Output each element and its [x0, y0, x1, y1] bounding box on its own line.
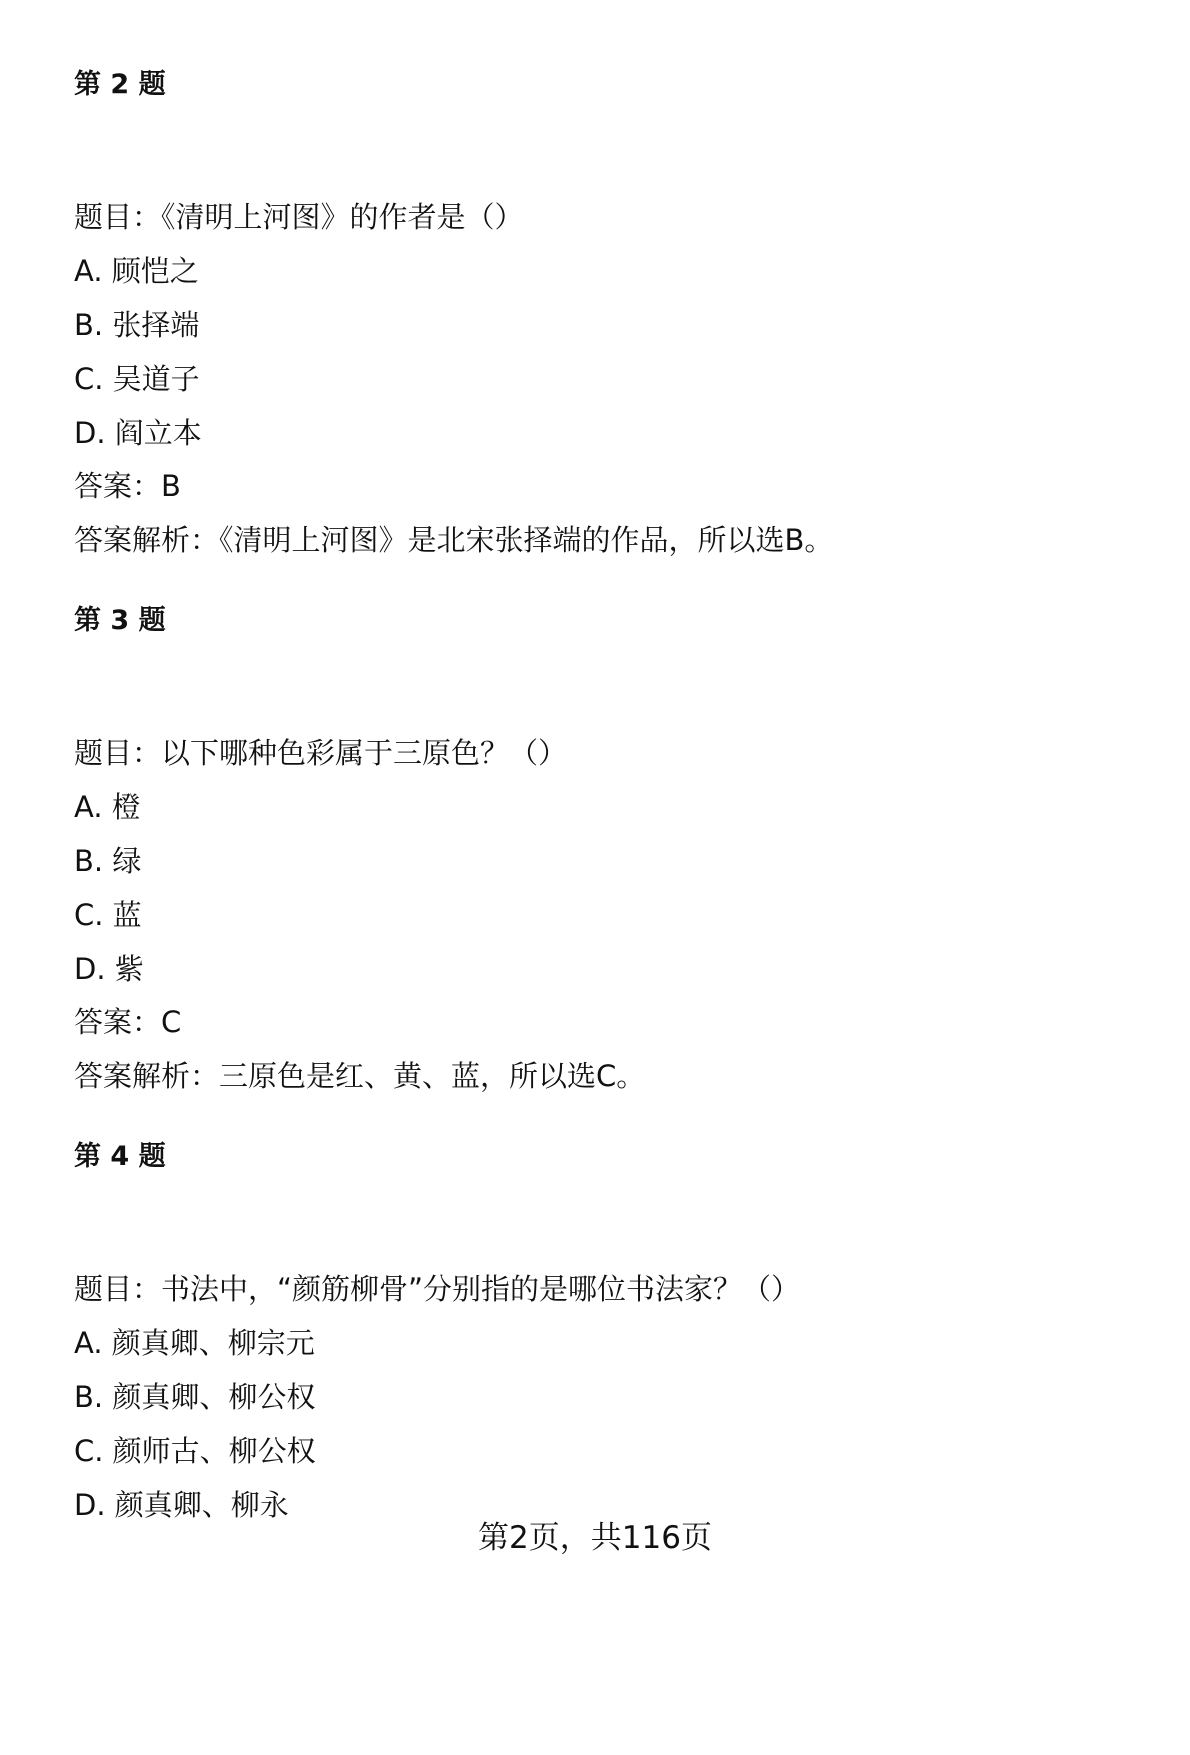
question-3-answer: 答案：C [74, 1005, 182, 1039]
question-2-analysis: 答案解析：《清明上河图》是北宋张择端的作品，所以选B。 [74, 523, 834, 557]
question-3-stem: 题目：以下哪种色彩属于三原色？（） [74, 736, 568, 770]
question-2-option-d: D. 阎立本 [74, 416, 202, 450]
question-3-option-c: C. 蓝 [74, 898, 142, 932]
question-3-option-b: B. 绿 [74, 844, 142, 878]
page-number: 第2页，共116页 [478, 1520, 712, 1556]
question-4-option-c: C. 颜师古、柳公权 [74, 1434, 316, 1468]
question-3-analysis: 答案解析：三原色是红、黄、蓝，所以选C。 [74, 1059, 646, 1093]
question-4-option-d: D. 颜真卿、柳永 [74, 1488, 289, 1522]
question-4-option-b: B. 颜真卿、柳公权 [74, 1380, 316, 1414]
question-3-option-a: A. 橙 [74, 790, 141, 824]
question-2-stem: 题目：《清明上河图》的作者是（） [74, 200, 524, 234]
question-2-answer: 答案：B [74, 469, 181, 503]
question-2-heading: 第 2 题 [74, 69, 166, 100]
question-3-option-d: D. 紫 [74, 952, 144, 986]
question-4-stem: 题目：书法中，“颜筋柳骨”分别指的是哪位书法家？（） [74, 1272, 801, 1306]
question-3-heading: 第 3 题 [74, 605, 166, 636]
question-2-option-a: A. 顾恺之 [74, 254, 199, 288]
question-4-heading: 第 4 题 [74, 1141, 166, 1172]
question-2-option-b: B. 张择端 [74, 308, 200, 342]
question-4-option-a: A. 颜真卿、柳宗元 [74, 1326, 315, 1360]
question-2-option-c: C. 吴道子 [74, 362, 200, 396]
